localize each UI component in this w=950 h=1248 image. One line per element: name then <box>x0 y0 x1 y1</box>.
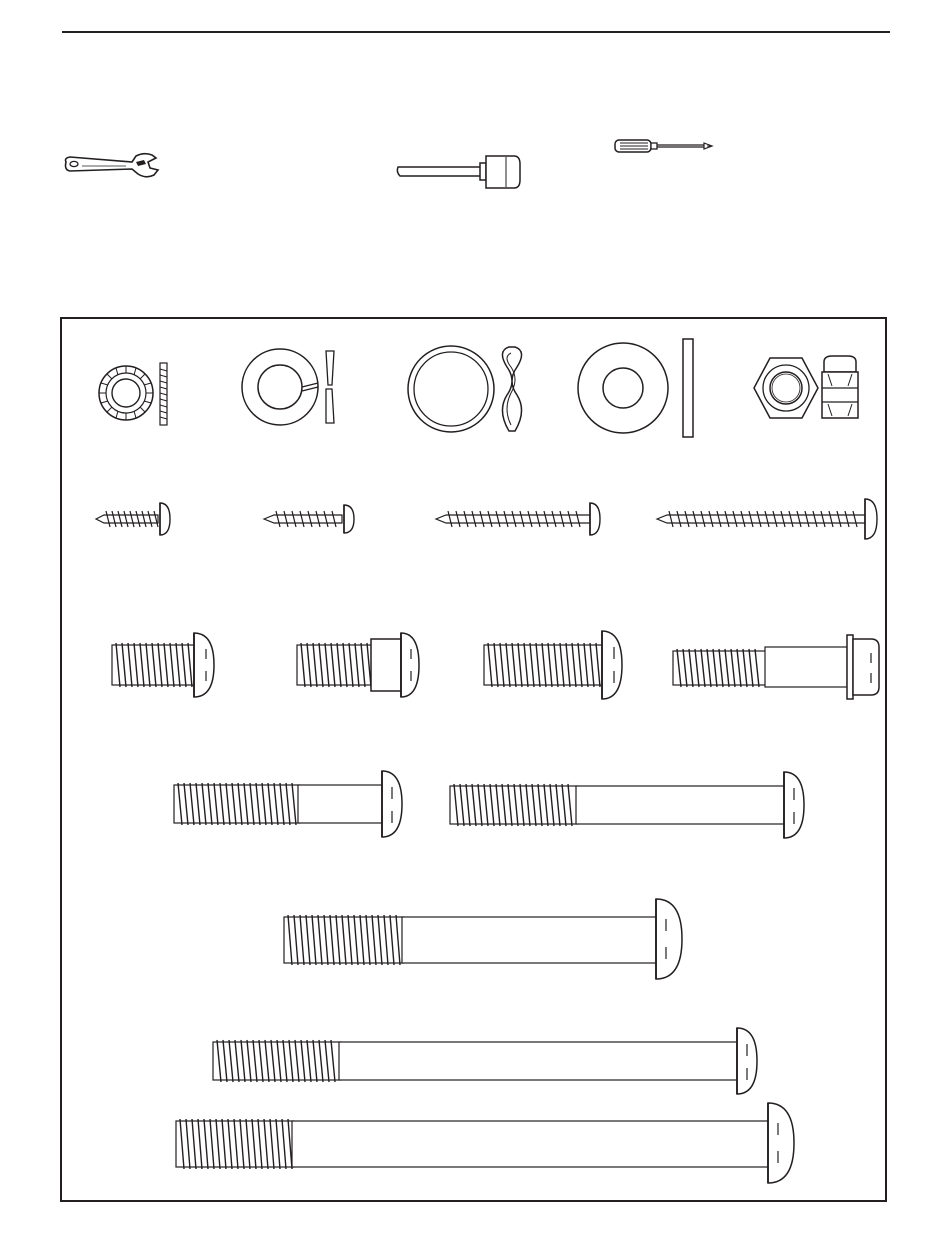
long-bolt-icon <box>174 1101 804 1185</box>
long-bolt-icon <box>211 1026 761 1096</box>
button-bolt-icon <box>110 631 220 699</box>
phillips-screwdriver-icon <box>614 138 714 154</box>
extra-long-screw-icon <box>655 497 883 541</box>
split-lock-washer-icon <box>240 347 340 427</box>
nylon-lock-nut-icon <box>752 352 862 424</box>
long-bolt-icon <box>172 769 408 839</box>
short-screw-icon <box>94 499 174 539</box>
top-rule <box>62 31 890 33</box>
button-bolt-icon <box>482 629 628 701</box>
long-bolt-icon <box>448 770 812 840</box>
flat-washer-icon <box>577 336 707 440</box>
parts-identification-box <box>60 317 887 1202</box>
shoulder-bolt-icon <box>671 633 885 701</box>
rubber-mallet-icon <box>396 154 520 190</box>
long-bolt-icon <box>282 897 692 981</box>
star-washer-icon <box>100 355 172 431</box>
long-screw-icon <box>434 501 604 537</box>
spacer-bolt-icon <box>295 631 425 699</box>
adjustable-wrench-icon <box>62 150 162 182</box>
screw-icon <box>262 501 358 537</box>
wave-washer-icon <box>407 343 537 435</box>
